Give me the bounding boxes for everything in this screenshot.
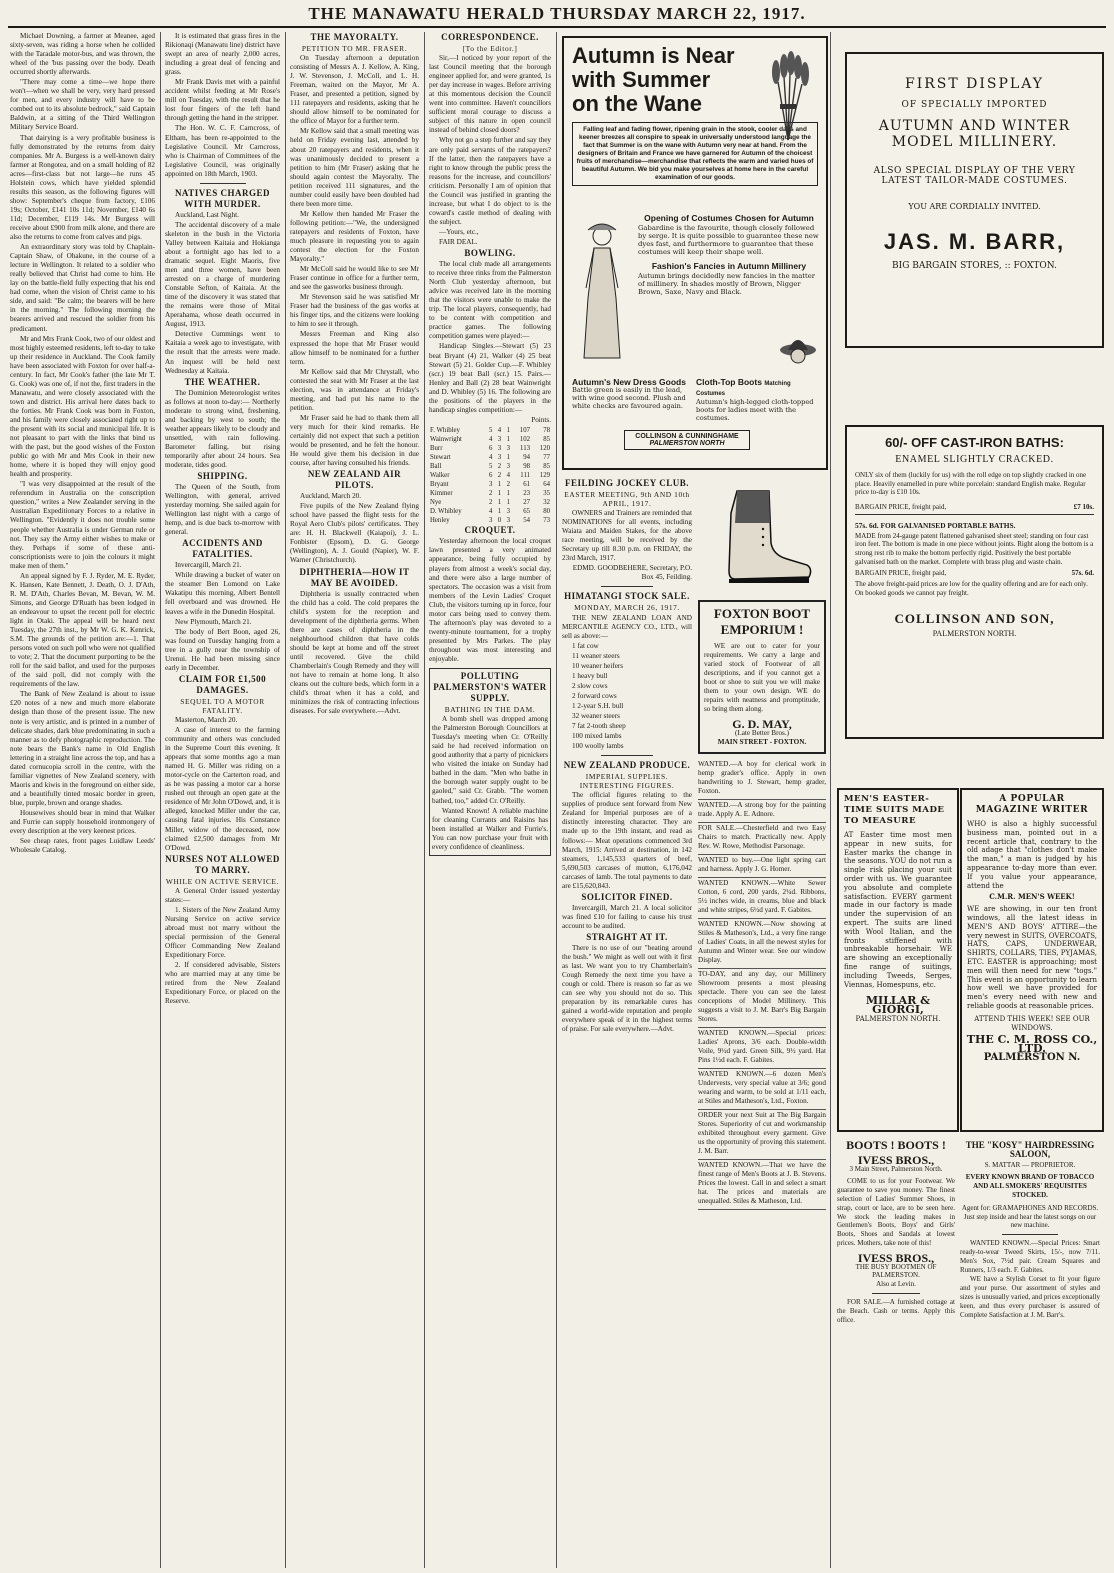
mayoralty-heading: THE MAYORALTY. (310, 32, 399, 42)
produce-subheading: IMPERIAL SUPPLIES. INTERESTING FIGURES. (579, 772, 675, 791)
points-cell: Nye (430, 499, 442, 507)
news-paragraph: See cheap rates, front pages Luidlaw Leeds' Wholesale Catalog. (10, 837, 155, 855)
for-sale-cottage: FOR SALE.—A furnished cottage at the Beach. Cash or terms. Apply this office. (837, 1297, 955, 1324)
magazine-writer-ad (960, 788, 1104, 1132)
costumes-text: Gabardine is the favourite, though closely followed by serge. It is quite possible to guarantee these new dyes fast, and furthermore to guarantee that these costumes will keep their shape well. (638, 224, 819, 256)
stock-item: 2 forward cows (572, 691, 617, 700)
article-paragraph: While drawing a bucket of water on the steamer Ben Lomond on Lake Wakatipu this morning, Albert Bentell fell overboard and was drowned. He leaves a wife in the Dunedin Hospital. (165, 571, 280, 616)
separator (601, 586, 653, 587)
points-cell: Walker (430, 472, 450, 480)
magazine-writer-heading: A POPULAR MAGAZINE WRITER (975, 794, 1089, 815)
baths-ad (845, 425, 1104, 739)
news-paragraph: Mr and Mrs Frank Cook, two of our oldest and most highly esteemed residents, left to-day to take up their residence in Auckland. The Cook family have been associated with Foxton for over half-a-century. In fact, Mr Cook's father (the late Mr T. G. Cook) was one of, if not the, first traders in the Manawatu, and were closely associated with the town and district. His arrival here dates back to the forties. Mr Frank Cook was born in Foxton, and his family were closely associated right up to the present with its social and municipal life. It is not pleasant to part with the links that bind us with the past, but the good wishes of the Foxton public go with Mr and Mrs Cook in their new home, where it is hoped they will enjoy good health and prosperity. (10, 334, 155, 479)
column-divider (830, 32, 831, 1568)
bargain-line-1 (855, 503, 1094, 515)
points-cell: 3 (488, 481, 493, 489)
nurses-article (165, 887, 280, 1007)
stock-item: 100 woolly lambs (572, 742, 624, 751)
millar-giorgi: MILLAR & GIORGI, (865, 994, 931, 1017)
points-cell: 5 (488, 463, 493, 471)
baths-subheading: ENAMEL SLIGHTLY CRACKED. (895, 454, 1054, 465)
easter-suits-ad (837, 788, 959, 1132)
points-cell: 35 (543, 490, 550, 498)
points-cell: 4 (497, 426, 502, 434)
stock-item: 32 weaner steers (572, 711, 620, 720)
wanted-ads-list (698, 760, 826, 1210)
points-cell: 27 (523, 499, 530, 507)
mayoralty-subheading: PETITION TO MR. FRASER. (301, 44, 408, 53)
may-address: MAIN STREET - FOXTON. (717, 738, 807, 747)
stock-item: 100 mixed lambs (572, 732, 622, 741)
cm-ross: THE C. M. ROSS CO., LTD. (966, 1033, 1098, 1056)
autumn-title: Autumn is Near with Summer on the Wane (572, 43, 735, 116)
weather-heading: THE WEATHER. (184, 376, 261, 387)
separator (872, 1293, 919, 1294)
points-cell: Wainwright (430, 435, 462, 443)
wanted-ad: WANTED KNOWN.—6 dozen Men's Undervests, very special value at 3/6; good wearing and warm, to be sold at 1/11 each, at Stiles and Matheson's, Ltd., Foxton. (698, 1070, 826, 1110)
wanted-ad: WANTED KNOWN.—Special prices: Ladies' Aprons, 3/6 each. Double-width Voile, 9½d yard. Green Silk, 9½ yard. Hat Pins 1½d each. F. Gabites. (698, 1029, 826, 1069)
points-cell: Henley (430, 517, 450, 525)
cloth-top-boots-text: Autumn's high-legged cloth-topped boots for ladies meet with the costumes. (696, 398, 814, 422)
news-paragraph: Housewives should bear in mind that Walker and Furrie can supply household ironmongery of every description at the very keenest prices. (10, 808, 155, 836)
points-cell: Burr (430, 444, 443, 452)
diphtheria-article (290, 590, 419, 717)
points-row (429, 462, 551, 471)
points-cell: 4 (488, 508, 493, 516)
ivess-address: 3 Main Street, Palmerston North. (849, 1164, 943, 1173)
wanted-ad: TO-DAY, and any day, our Millinery Showroom presents a most pleasing spectacle. There you can see the latest conceptions of Model Millinery. This suggests a visit to J. M. Barr's Big Bargain Stores. (698, 970, 826, 1028)
column-divider (160, 32, 161, 1568)
points-cell: 2 (497, 463, 502, 471)
points-cell: 61 (523, 481, 530, 489)
bowling-results: Handicap Singles.—Stewart (5) 23 beat Bryant (4) 21, Walker (4) 25 beat Stewart (5) 21. Golder Cup.—F. Whibley (scr.) 19 beat Ball (scr.) 15. Pairs.—Henley and Ball (2) 28 beat Wainwright and D. Whibley (5) 16. The following are the positions of the players in the handicap singles competition:— (429, 342, 551, 414)
column-1 (10, 32, 155, 1568)
points-cell: 6 (488, 472, 493, 480)
points-cell: 85 (543, 463, 550, 471)
article-paragraph: Mr Kellow said that Mr Chrystall, who contested the seat with Mr Fraser at the last election, was in attendance at Friday's meeting, and had put his name to the petition. (290, 367, 419, 412)
autumn-advertisement (562, 36, 828, 470)
murder-article (165, 211, 280, 376)
produce-heading: NEW ZEALAND PRODUCE. (563, 760, 691, 771)
points-table (429, 426, 551, 526)
stock-item: 1 fat cow (572, 641, 599, 650)
article-paragraph: Mr Kellow said that a small meeting was held on Friday evening last, attended by about 20 ratepayers and residents, when it was unanimously decided to present a petition to him (Mr Fraser) asking that he should again contest the Mayoralty. The petition received 111 signatures, and the number could easily have been doubled had there been more time. (290, 127, 419, 208)
points-cell: 3 (506, 508, 511, 516)
points-cell: 113 (520, 444, 530, 452)
points-row (429, 498, 551, 507)
solicitor-article: Invercargill, March 21. A local solicitor was fined £10 for failing to cause his trust account to be audited. (562, 903, 692, 930)
separator (1002, 1234, 1058, 1235)
news-paragraph: Michael Downing, a farmer at Meanee, aged sixty-seven, was riding a horse when he collided with the Taradale motor-bus, and was thrown, the wheel of the 'bus passing over the body. Death occurred shortly afterwards. (10, 32, 155, 77)
points-cell: 129 (539, 472, 550, 480)
cordially-invited: YOU ARE CORDIALLY INVITED. (908, 202, 1041, 211)
wanted-ad: WANTED.—A boy for clerical work in hemp grader's office. Apply in own handwriting to J. Stewart, hemp grader, Foxton. (698, 760, 826, 800)
also-special: ALSO SPECIAL DISPLAY OF THE VERY LATEST TAILOR-MADE COSTUMES. (873, 166, 1076, 186)
ivess-bros: IVESS BROS., (857, 1152, 935, 1167)
points-cell: 1 (506, 426, 511, 434)
baths-note: The above freight-paid prices are low for the quality offering and are for each only. On booked goods we cannot pay freight. (855, 580, 1088, 597)
points-cell: 65 (523, 508, 530, 516)
bargain-label-1: BARGAIN PRICE, freight paid, (855, 502, 947, 511)
news-paragraph: It is estimated that grass fires in the Rikionaqi (Manawatu line) district have swept an area of nearly 2,000 acres, including a great deal of fencing and grass. (165, 32, 280, 77)
cloth-top-boots-heading: Cloth-Top Boots (696, 377, 762, 387)
foxton-boot-emporium-ad (698, 600, 826, 754)
bargain-line-2 (855, 569, 1094, 577)
article-paragraph: 2. If considered advisable, Sisters who are married may at any time be retired from the New Zealand Expeditionary Force, or placed on the Reserve. (165, 961, 280, 1006)
jockey-subheading: EASTER MEETING, 9th AND 10th APRIL, 1917. (564, 490, 690, 509)
millinery-heading: Fashion's Fancies in Autumn Millinery (651, 261, 807, 271)
points-cell: 80 (543, 508, 550, 516)
points-cell: 1 (497, 490, 502, 498)
letter-paragraph: Sir,—I noticed by your report of the last Council meeting that the borough engineer applied for, and were granted, 1s per day increase in wages. Before arriving at this momentous decision the Council went into committee. Haven't councillors sufficient moral courage to discuss a subject of this nature in open council instead of behind closed doors? (429, 54, 551, 135)
costumes-section (638, 214, 820, 296)
points-cell: 4 (488, 435, 493, 443)
article-paragraph: Auckland, Last Night. (175, 210, 239, 219)
bargain-price-1: £7 10s. (1073, 502, 1094, 511)
news-paragraph: An appeal signed by F. J. Ryder, M. E. Ryder, K. Hansen, Kate Bennett, J. Death, O. J. D'Ath, R. M. D'Ath, Charles Bevan, M. Bevan, W. M. Simons, and George D'Ruath has been lodged in an endeavour to upset the recent poll for electric light in Otaki. The appeal will be heard next Tuesday, the 27th inst., by Mr W. G. K. Kenrick, S.M. The grounds of the petition are:—1. That persons voted on such poll who were not qualified to vote; 2. That the document purporting to be the roll for the said ballot, and used for the purposes of the said poll, did not comply with the requirements of the law. (10, 571, 155, 689)
points-cell: 2 (506, 481, 511, 489)
water-heading: POLLUTING PALMERSTON'S WATER SUPPLY. (433, 671, 547, 704)
logo-firm-town: PALMERSTON NORTH (649, 440, 725, 447)
points-cell: 3 (497, 454, 502, 462)
points-cell: 3 (506, 517, 511, 525)
points-cell: 1 (497, 508, 502, 516)
kosy-proprietor: S. MATTAR — PROPRIETOR. (984, 1160, 1076, 1169)
air-pilots-article (290, 492, 419, 565)
baths-heading: 60/- OFF CAST-IRON BATHS: (885, 435, 1064, 450)
news-paragraph: The Bank of New Zealand is about to issue £20 notes of a new and much more elaborate design than those of the present issue. The new note is very artistic, and is printed in a number of delicate shades, dark blue predominating in such a manner as to defy photographic reproduction. The note bears the Bank's name in Old English lettering in a straight line across the top, and has a dated cornucopia scroll in the centre, with the familiar vignettes of New Zealand scenery, with Maoris and kiwis in the foreground on either side, and a beautifully tinted mosaic border in green, blue, purple, brown and orange shades. (10, 690, 155, 807)
points-cell: F. Whibley (430, 426, 460, 434)
points-cell: 1 (506, 435, 511, 443)
points-cell: 3 (488, 517, 493, 525)
points-cell: 64 (543, 481, 550, 489)
points-cell: 98 (523, 463, 530, 471)
foxton-emporium-title: FOXTON BOOT EMPORIUM ! (713, 606, 811, 637)
cloth-top-boots-section (696, 378, 820, 422)
news-paragraph: That dairying is a very profitable business is fully demonstrated by the returns from dairy companies. Mr A. Burgess is a well-known dairy farmer at Rongotea, and on a small holding of 82 acres—first-class but not large—he runs 45 Holstein cows, which have yielded splendid results this season, as the following figures will show: September's cheque from factory, £106 19s; October, £141 10s 11d; November, £140 6s 11d; December, £119 14s. Mr Burgess will receive about £900 from milk alone, and there are also the returns to come from calves and pigs. (10, 133, 155, 242)
croquet-heading: CROQUET. (464, 525, 516, 536)
bowling-article: The local club made all arrangements to receive three rinks from the Palmerston North Club yesterday afternoon, but advice was received late in the morning that the visitors were unable to make the trip. The local players, consequently, had to be content with competition and practice games. The following competition games were played:— (429, 260, 551, 341)
points-cell: 1 (506, 454, 511, 462)
points-cell: 107 (519, 426, 530, 434)
points-cell: Kimmer (430, 490, 453, 498)
column-4 (429, 32, 551, 1568)
points-cell: 111 (520, 472, 530, 480)
kosy-heading: THE "KOSY" HAIRDRESSING SALOON, (965, 1140, 1095, 1159)
news-briefs (165, 32, 280, 179)
article-paragraph: Mr Kellow then handed Mr Fraser the following petition:—"We, the undersigned ratepayers and residents of Foxton, have much pleasure in requesting you to again contest the election for the Foxton Mayoralty." (290, 209, 419, 264)
article-paragraph: Diphtheria is usually contracted when the child has a cold. The cold prepares the child's system for the reception and development of the diphtheria germs. When there are cases of diphtheria in the neighbourhood children that have colds should be kept at home and off the street until recovered. Give the child Chamberlain's Cough Remedy and they will not have to remain at home long. It also cleans out the culture beds, which form in a child's throat when it has a cold, and minimizes the risk of contracting infectious diseases. For sale everywhere.—Advt. (290, 589, 419, 716)
ivess-busy-bootmen: THE BUSY BOOTMEN OF PALMERSTON. (855, 1262, 937, 1280)
ivess-text: COME to us for your Footwear. We guarantee to save you money. The finest selection of Ladies' Summer Shoes, in strap, court or lace, are to be seen here. We stock the leading makes in Gentlemen's Boots, Boys' and Girls' Boots, Shoes and Sandals at lowest prices. Mothers, take note of this! (837, 1177, 955, 1247)
straight-article: There is no use of our "beating around the bush." We might as well out with it first as last. We want you to try Chamberlain's Cough Remedy the next time you have a cough or cold. There is reason so far as we can see why you should not do so. This preparation by its remarkable cures has gained a world-wide reputation and people everywhere speak of it in the highest terms of praise. For sale everywhere.—Advt. (562, 943, 692, 1034)
points-cell: 1 (506, 499, 511, 507)
bowling-heading: BOWLING. (464, 248, 516, 259)
points-cell: 120 (539, 444, 550, 452)
specially-imported: OF SPECIALLY IMPORTED (901, 100, 1048, 110)
kosy-tobacco: EVERY KNOWN BRAND OF TOBACCO AND ALL SMOKERS' REQUISITES STOCKED. (965, 1173, 1095, 1199)
points-row (429, 480, 551, 489)
galvanised-text: MADE from 24-gauge patent flattened galvanised sheet steel; standing on four cast iron feet. The bottom is made in one piece without joints. Right along the bottom is a strong rest rib to make the bottom perfectly rigid. Positively the best portable galvanised bath on the market. Complete with brass plug and waste chain. (855, 531, 1094, 566)
points-row (429, 426, 551, 435)
points-cell: 0 (497, 517, 502, 525)
air-pilots-heading: NEW ZEALAND AIR PILOTS. (307, 469, 402, 491)
baths-text: ONLY six of them (luckily for us) with the roll edge on top slightly cracked in one place. Heavily enamelled in pure white porcelain: standard English make. Regular price to-day is £10 10s. (855, 471, 1087, 497)
magazine-writer-text-2: WE are showing, in our ten front windows, all the latest ideas in MEN'S AND BOYS' ATTIRE—the very newest in SUITS, OVERCOATS, HATS, CAPS, UNDERWEAR, SHIRTS, COLLARS, TIES, PYJAMAS, ETC. EASTER is approaching; most men will then need for new "togs." This event is an opportunity to learn how well we have provided for men's every need with new and reliable goods at reasonable prices. (967, 905, 1097, 1010)
wanted-ad: WANTED KNOWN.—That we have the finest range of Men's Boots at J. B. Stevens. Prices the lowest. Call in and select a smart hat. The prices and materials are unequalled. Stiles & Matheson, Ltd. (698, 1161, 826, 1210)
points-cell: 3 (497, 444, 502, 452)
news-paragraph: The Hon. W. C. F. Carncross, of Eltham, has been re-appointed to the Legislative Council. Mr Carncross, who is Chairman of Committees of the Legislative Council, was originally appointed on 18th March, 1903. (165, 124, 280, 178)
article-paragraph: A case of interest to the farming community and others was concluded in the Supreme Court this evening. It appears that some months ago a man named H. G. Miller was riding on a motor-cycle on the Carterton road, and as he was passing a motor car a horse rushed out through an open gate at the residence of Mr John O'Dowd, and, it is alleged, knocked Miller under the car, causing fatal injuries. His Constance Miller, widow of the deceased, now claimed £2,500 damages from Mr O'Dowd. (165, 726, 280, 852)
article-paragraph: Mr McColl said he would like to see Mr Fraser continue in office for a further term, and see the gasworks business through. (290, 265, 419, 292)
jas-barr: JAS. M. BARR, (883, 229, 1066, 254)
points-row (429, 453, 551, 462)
autumn-winter: AUTUMN AND WINTER (878, 118, 1071, 134)
boots-heading: BOOTS ! BOOTS ! (846, 1138, 946, 1152)
points-cell: 2 (488, 499, 493, 507)
wheat-sheaf-icon (758, 42, 818, 142)
millinery-display-ad (845, 52, 1104, 348)
column-divider (424, 32, 425, 1568)
article-paragraph: The accidental discovery of a male skeleton in the bush in the Victoria Valley between Kaitaia and Hokianga about a fortnight ago has led to a dramatic sequel. Eight Maoris, five men and three women, have been arrested on a charge of murdering Constable Sefton, of Kaitaia. At the time of the discovery it was stated that the remains were those of Mitai Aperahama, whose death occurred in August, 1913. (165, 220, 280, 329)
points-row (429, 489, 551, 498)
letter-paragraph: FAIR DEAL. (439, 237, 478, 246)
wanted-ad: WANTED.—A strong boy for the painting trade. Apply A. E. Adnore. (698, 801, 826, 823)
accidents-article (165, 561, 280, 673)
points-cell: Stewart (430, 454, 451, 462)
stock-item: 1 heavy bull (572, 671, 608, 680)
collinson-town: PALMERSTON NORTH. (932, 629, 1017, 639)
bargain-price-2: 57s. 6d. (1071, 569, 1094, 578)
column-divider (556, 32, 557, 1568)
article-paragraph: New Plymouth, March 21. (175, 617, 252, 626)
points-row (429, 471, 551, 480)
letter-paragraph: —Yours, etc., (439, 227, 479, 236)
kosy-agent: Agent for: GRAMAPHONES AND RECORDS. Just step inside and hear the latest songs on our new machine. (961, 1203, 1099, 1230)
points-cell: 3 (497, 435, 502, 443)
may-name: G. D. MAY, (732, 717, 792, 732)
wanted-ad: ORDER your next Suit at The Big Bargain Stores. Superiority of cut and workmanship exhibited throughout every garment. Give us the opportunity of proving this statement. J. M. Barr. (698, 1111, 826, 1160)
first-display: FIRST DISPLAY (904, 76, 1044, 92)
may-sub: (Late Better Bros.) (734, 729, 790, 738)
hat-icon (778, 328, 818, 368)
jockey-heading: FEILDING JOCKEY CLUB. (565, 478, 689, 488)
bargain-label-2: BARGAIN PRICE, freight paid, (855, 569, 947, 578)
stock-item: 2 slow cows (572, 681, 608, 690)
points-cell: 6 (488, 444, 493, 452)
wanted-known-currants: Wanted Known! A reliable machine for cleaning Currants and Raisins has been installed at Walker and Furrie's. You can now purchase your fruit with every confidence of cleanliness. (432, 806, 548, 851)
separator (200, 183, 246, 184)
points-cell: 5 (488, 426, 493, 434)
points-cell: 4 (506, 472, 511, 480)
claim-article (165, 716, 280, 853)
cm-ross-town: PALMERSTON N. (983, 1051, 1081, 1063)
boots-ad (837, 1135, 955, 1565)
wanted-ad: WANTED to buy.—One light spring cart and harness. Apply J. G. Homer. (698, 856, 826, 878)
article-paragraph: A General Order issued yesterday states:— (165, 886, 280, 904)
points-cell: 73 (543, 517, 550, 525)
water-supply-box (429, 668, 551, 856)
points-cell: 94 (523, 454, 530, 462)
millinery-text: Autumn brings decidedly new fancies in the matter of millinery. In shades mostly of Brown, Nigger Brown, Saxe, Navy and Black. (638, 272, 815, 296)
points-cell: 78 (543, 426, 550, 434)
jockey-signature: EDMD. GOODBEHERE, Secretary, P.O. Box 45, Feilding. (572, 564, 692, 582)
article-paragraph: Invercargill, March 21. (175, 561, 242, 570)
article-paragraph: On Tuesday afternoon a deputation consisting of Messrs A. J. Kellow, A. King, J. W. Stevenson, J. McColl, and L. H. Freeman, waited on the Mayor, Mr A. Fraser, and presented a petition, signed by 111 ratepayers and residents, asking that he should allow himself to be nominated for the office of Mayor for a further term. (290, 54, 419, 126)
points-cell: Bryant (430, 481, 449, 489)
stock-item: 10 weaner heifers (572, 661, 624, 670)
stock-item: 11 weaner steers (572, 651, 620, 660)
claim-subheading: SEQUEL TO A MOTOR FATALITY. (180, 696, 265, 715)
points-cell: 1 (497, 481, 502, 489)
galvanised-heading: 57s. 6d. FOR GALVANISED PORTABLE BATHS. (855, 520, 1016, 530)
points-cell: Ball (430, 463, 442, 471)
points-cell: 3 (506, 463, 511, 471)
points-cell: 32 (543, 499, 550, 507)
points-cell: 102 (519, 435, 530, 443)
masthead-rule (8, 26, 1106, 28)
shipping-article: The Queen of the South, from Wellington, with general, arrived yesterday morning. She sailed again for Wellington last night with a cargo of hemp, and is due back to-morrow with general. (165, 483, 280, 537)
article-paragraph: Masterton, March 20. (175, 715, 238, 724)
ivess-levin: Also at Levin. (876, 1280, 916, 1289)
stock-sale-date: MONDAY, MARCH 26, 1917. (574, 603, 680, 613)
wanted-ad: WANTED KNOWN.—Now showing at Stiles & Matheson's, Ltd., a very fine range of Ladies' Coats, in all the newest styles for Autumn and Winter wear. See our window Display. (698, 920, 826, 969)
points-cell: D. Whibley (430, 508, 462, 516)
claim-heading: CLAIM FOR £1,500 DAMAGES. (178, 673, 267, 695)
news-paragraph: Mr Frank Davis met with a painful accident whilst feeding at Mr Rose's mill on Tuesday, with the result that he lost four fingers of the left hand through getting the hand in the stripper. (165, 78, 280, 123)
water-subheading: BATHING IN THE DAM. (444, 705, 536, 715)
easter-suits-text: AT Easter time most men appear in new suits, for Easter marks the change in the seasons. YOU do not run a single risk placing your suit order with us. We guarantee you absolute and complete satisfaction. EVERY garment made in our factory is made under the supervision of an expert. The suits are lined with Wool Italian, and the fronts stiffened with unbreakable horsehair. WE are showing an exceptionally fine range of suitings, including Tweeds, Serges, Viennas, Homespuns, etc. (844, 831, 952, 989)
points-cell: 2 (488, 490, 493, 498)
separator (601, 755, 653, 756)
nurses-subheading: WHILE ON ACTIVE SERVICE. (165, 876, 280, 886)
magazine-writer-text: WHO is also a highly successful business man, pointed out in a recent article that, contrary to the old adage that "clothes don't make the man," a man is judged by his appearance to-day more than ever. If you value your appearance, attend the (967, 820, 1097, 890)
water-article: A bomb shell was dropped among the Palmerston Borough Councillors at Tuesday's meeting when Cr. O'Reilly said he had received information on good authority that a party of picnickers who visited the intake on Sunday had bathed in the dam. "Men who bathe in the borough water supply ought to be gaoled," said Cr. Grabb. "The women bathed, too," added Cr. O'Reilly. (432, 715, 548, 805)
stock-sale-text: THE NEW ZEALAND LOAN AND MERCANTILE AGENCY CO., LTD., will sell as above:— (562, 613, 692, 640)
jockey-notice: OWNERS and Trainers are reminded that NOMINATIONS for all events, including Waiata and Maiden Stakes, for the above race meeting, will be received by the Secretary up till 8.30 p.m. on FRIDAY, the 23rd March, 1917. (562, 509, 692, 563)
barr-sub: BIG BARGAIN STORES, :: FOXTON. (892, 261, 1057, 271)
points-cell: 54 (523, 517, 530, 525)
correspondence-heading: CORRESPONDENCE. (441, 32, 539, 42)
points-cell: 23 (523, 490, 530, 498)
dress-goods-text: Battle green is easily in the lead, with wine good second. Plush and white checks are favoured again. (572, 386, 686, 410)
produce-article: The official figures relating to the supplies of produce sent forward from New Zealand for Imperial purposes are of a distinctly interesting character. They are made up to the 19th instant, and read as follows:— Meat operations commenced 3rd March, 1915: Arrived at destination, in 142 steamers, 1,145,533 quarters of beef, 5,690,503 carcases of mutton, 6,176,042 carcases of lamb. The total payments to date are £15,620,843. (562, 791, 692, 890)
solicitor-heading: SOLICITOR FINED. (581, 891, 673, 902)
nurses-heading: NURSES NOT ALLOWED TO MARRY. (165, 853, 280, 875)
column-1-paragraphs (10, 32, 155, 855)
points-label: Points. (531, 415, 551, 424)
diphtheria-heading: DIPHTHERIA—HOW IT MAY BE AVOIDED. (299, 566, 410, 588)
wanted-ad: FOR SALE.—Chesterfield and two Easy Chairs to match. Practically new. Apply Rev. W. Rowe, Methodist Parsonage. (698, 824, 826, 855)
letter-paragraph: Why not go a step further and say they are only paid servants of the ratepayers? If the latter, then the ratepayers have a right to know through the public press the reasons for the increase, and councillors' criticism. Personally I am of opinion that the Council was justified in granting the increase, but what I do object to is the coward's castle method of dealing with the subject. (429, 136, 551, 226)
croquet-article: Yesterday afternoon the local croquet lawn presented a very animated appearance, being fully occupied by players from almost a week's social day, and there were also a large number of spectators. The occasion was a visit from members of the Levin Ladies' Croquet Club, the visitors turning up in force, four motor cars being used to convey them. The afternoon's play was devoted to a twenty-minute tournament, for a trophy presented by Mrs Parkes. The play throughout was most interesting and enjoyable. (429, 537, 551, 663)
article-paragraph: Auckland, March 20. (300, 492, 362, 501)
matching-costumes-tag: Matching Costumes (696, 381, 791, 397)
article-paragraph: Detective Cummings went to Kaitaia a week ago to investigate, with the result that the arrests were made. An inquest will be held next Wednesday at Kaitaia. (165, 330, 280, 375)
points-row (429, 516, 551, 525)
points-cell: 4 (488, 454, 493, 462)
article-paragraph: Messrs Freeman and King also expressed the hope that Mr Fraser would allow himself to be nominated for a further term. (290, 330, 419, 366)
boot-icon (707, 483, 817, 593)
dress-goods-section (572, 378, 690, 410)
points-cell: 1 (497, 499, 502, 507)
collinson-cunninghame-logo (624, 430, 750, 450)
points-cell: 1 (506, 490, 511, 498)
logo-firm-name: COLLINSON & CUNNINGHAME (635, 433, 739, 440)
news-paragraph: "I was very disappointed at the result of the referendum in Australia on the conscription question," writes a New Zealander serving in the Australian Expeditionary Forces to a relative in Wellington. "Evidently it does not trouble some people whether Australia is under German rule or not. They say the Army either wishes to make or they. Perhaps if some of these anti-conscriptionists were to join the colours it might make men of them." (10, 480, 155, 570)
points-row (429, 435, 551, 444)
costumes-heading: Opening of Costumes Chosen for Autumn (644, 213, 814, 223)
article-paragraph: Mr Fraser said he had to thank them all very much for their kind remarks. He certainly did not expect that such a petition would be presented, and he felt the honour. He would give them his decision in due course, after having consulted his friends. (290, 413, 419, 468)
boot-illustration (698, 478, 826, 598)
column-divider (285, 32, 286, 1568)
stock-item: 1 2-year S.H. bull (572, 701, 624, 710)
wanted-ad: WANTED KNOWN.—White Sewer Cotton, 6 cord, 200 yards, 2¼d. Ribbons, 5½ inches wide, in creams, blue and black and white stripes, 6½d yard. F. Gabites. (698, 879, 826, 919)
article-paragraph: Mr Stevenson said he was satisfied Mr Fraser had the business of the gas works at his finger tips, and the citizens were looking to him to see it through. (290, 293, 419, 329)
correspondence-letter (429, 54, 551, 247)
mayoralty-article (290, 54, 419, 468)
column-2 (165, 32, 280, 1568)
weather-article: The Dominion Meteorologist writes as follows at noon to-day:— Northerly moderate to strong wind, freshening, and backing by west to south; the weather appears likely to be cloudy and unsettled, with rain following. Barometer falling, but rising temporarily after about 24 hours. Sea moderate, tides good. (165, 388, 280, 469)
masthead: THE MANAWATU HERALD THURSDAY MARCH 22, 1917. (308, 4, 806, 23)
straight-heading: STRAIGHT AT IT. (586, 931, 668, 942)
points-row (429, 507, 551, 516)
ivess-bros-2: IVESS BROS., (857, 1250, 935, 1265)
attend-this-week: ATTEND THIS WEEK! SEE OUR WINDOWS. (974, 1014, 1090, 1032)
correspondence-subheading: [To the Editor.] (462, 44, 518, 53)
dress-goods-heading: Autumn's New Dress Goods (572, 377, 686, 387)
points-cell: 3 (506, 444, 511, 452)
points-cell: 2 (497, 472, 502, 480)
column-6 (698, 478, 826, 1568)
article-paragraph: 1. Sisters of the New Zealand Army Nursing Service on active service abroad must not marry without the special permission of the General Officer Commanding New Zealand Expeditionary Force. (165, 905, 280, 960)
kosy-ad (960, 1135, 1100, 1565)
stock-item: 7 fat 2-tooth sheep (572, 722, 626, 731)
millar-town: PALMERSTON NORTH. (855, 1014, 941, 1023)
kosy-corset-ad: WE have a Stylish Corset to fit your figure and your purse. Our assortment of styles and sizes is unusually varied, and prices exceptionally keen, and thus every purchaser is assured of Complete Satisfaction at J. M. Barr's. (960, 1275, 1100, 1319)
accidents-heading: ACCIDENTS AND FATALITIES. (182, 538, 263, 560)
stock-list (562, 642, 692, 752)
stock-sale-heading: HIMATANGI STOCK SALE. (564, 591, 690, 602)
model-millinery: MODEL MILLINERY. (891, 134, 1058, 150)
cmr-mens-week: C.M.R. MEN'S WEEK! (989, 892, 1075, 902)
collinson-son: COLLINSON AND SON, (894, 611, 1055, 627)
points-cell: 85 (543, 435, 550, 443)
shipping-heading: SHIPPING. (197, 471, 248, 482)
column-3 (290, 32, 419, 1568)
autumn-intro: Falling leaf and fading flower, ripening grain in the stook, cooler days and keener breezes all conspire to speak in universally understood language the fact that Summer is on the wane with Autumn very near at hand. From the designers of Britain and France we have garnered for Autumn of the choicest fruits of merchandise—merchandise that reflects the warm and varied hues of beautiful Autumn. We bid you make yourselves at home here in the careful examination of our goods. (572, 122, 818, 186)
news-paragraph: "There may come a time—we hope there won't—when we shall be very, very hard pressed for men, and every industry will have to be combed out to its absolute bedrock," said Captain Baldwin, at a sitting of the Third Wellington Military Service Board. (10, 78, 155, 132)
easter-suits-heading: MEN'S EASTER-TIME SUITS MADE TO MEASURE (844, 794, 945, 826)
article-paragraph: Five pupils of the New Zealand flying school have passed the flight tests for the Royal Aero Club's pilots' certificates. They are: H. H. Blackwell (Kaiapoi), J. L. Fonbister (Epsom), D. G. George (Wellington), A. J. Gould (Napier), W. F. Warner (Christchurch). (290, 502, 419, 565)
kosy-wanted-known: WANTED KNOWN.—Special Prices: Smart ready-to-wear Tweed Skirts, 15/-, now 7/11. Men's Sox, 7½d pair. Cream Squares and Runners, 1/3 each. F. Gabites. (960, 1239, 1100, 1274)
article-paragraph: The body of Bert Boon, aged 26, was found on Tuesday hanging from a tree in a gully near the township of Urenui. He had been missing since early in December. (165, 627, 280, 672)
foxton-emporium-text: WE are out to cater for your requirements. We carry a large and varied stock of Footwear of all descriptions, and if you cannot get a boot or shoe to suit you we will make them to your own design. WE do repairs with neatness and promptitude, so bring them along. (704, 642, 820, 714)
lady-figure-icon (572, 218, 632, 368)
news-paragraph: An extraordinary story was told by Chaplain-Captain Shaw, of Ohakune, in the course of a lecture in Wellington. It related to a soldier who really believed that Christ had come to him. He lay on the battle-field fully expecting that his end had come, when the vision of Christ came to his side, and said: "Be calm; the bearers will be here in the morning." The following morning the bearers arrived and rescued the soldier from his predicament. (10, 243, 155, 333)
column-5-left (562, 478, 692, 1568)
points-cell: 77 (543, 454, 550, 462)
murder-heading: NATIVES CHARGED WITH MURDER. (174, 187, 271, 209)
points-row (429, 444, 551, 453)
